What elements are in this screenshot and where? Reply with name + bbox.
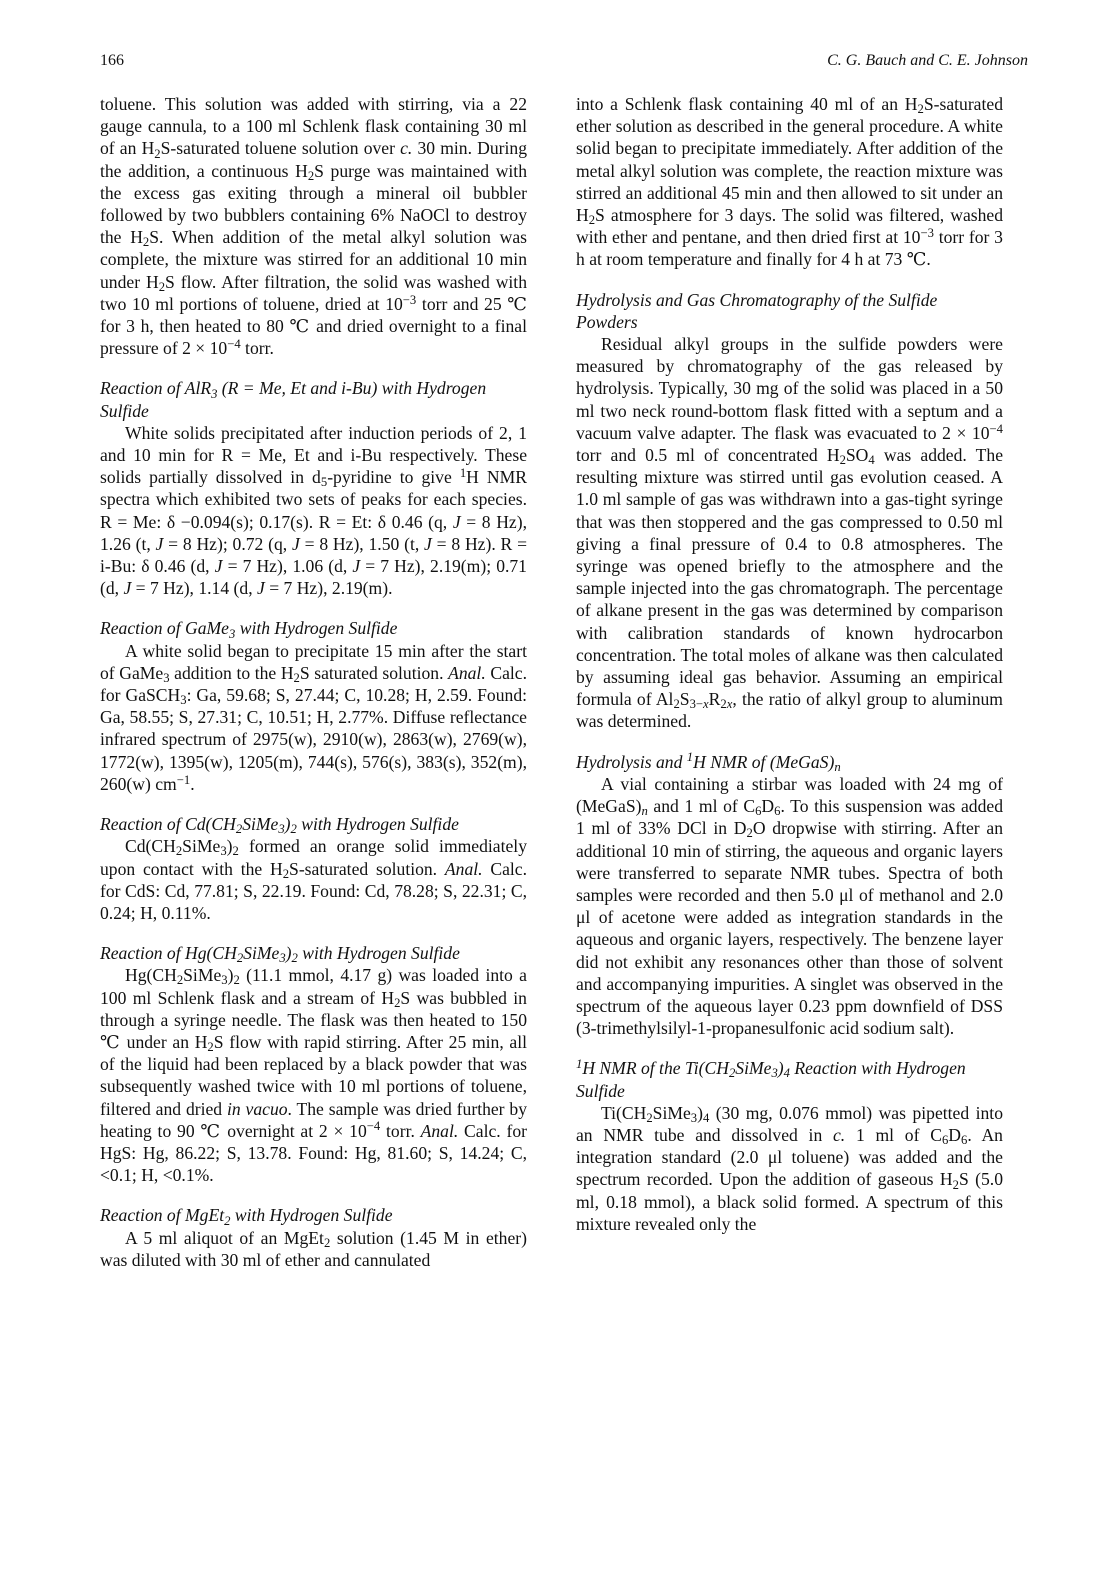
- section-heading: Hydrolysis and $^1$H NMR of $(MeGaS)_n$: [576, 750, 841, 774]
- section-heading: Reaction of AlR$_3$ (R = Me, Et and i-Bu) with Hydrogen Sulfide: [100, 378, 487, 421]
- running-head: C. G. Bauch and C. E. Johnson: [827, 52, 1028, 69]
- section-heading: Reaction of $Hg(CH_2SiMe_3)_2$ with Hydrogen Sulfide: [100, 943, 460, 966]
- page-number: 166: [100, 52, 124, 69]
- section-heading: $^1$H NMR of the $Ti(CH_2SiMe_3)_4$ Reaction with Hydrogen Sulfide: [576, 1057, 966, 1101]
- left-column: [100, 93, 527, 1271]
- paragraph: into a Schlenk flask containing 40 ml of an $H_2S$-saturated ether solution as described in the general procedure. A white solid began to precipitate immediately. After addition of the metal alkyl solution was complete, the reaction mixture was stirred an additional 45 min and then allowed to sit under an $H_2S$ atmosphere for 3 days. The solid was filtered, washed with ether and pentane, and then dried first at $10^{-3}$ torr for 3 h at room temperature and finally for 4 h at 73 ℃.: [576, 94, 1003, 270]
- paragraph: $Cd(CH_2SiMe_3)_2$ formed an orange solid immediately upon contact with the $H_2S$-saturated solution. Anal. Calc. for CdS: Cd, 77.81; S, 22.19. Found: Cd, 78.28; S, 22.31; C, 0.24; H, 0.11%.: [100, 836, 527, 923]
- paragraph: A white solid began to precipitate 15 min after the start of GaMe$_3$ addition to the $H_2S$ saturated solution. Anal. Calc. for GaSCH$_3$: Ga, 59.68; S, 27.44; C, 10.28; H, 2.59. Found: Ga, 58.55; S, 27.31; C, 10.51; H, 2.77%. Diffuse reflectance infrared spectrum of 2975(w), 2910(w), 2863(w), 2769(w), 1772(w), 1395(w), 1205(m), 744(s), 576(s), 383(s), 352(m), 260(w) $cm^{-1}$.: [100, 640, 528, 794]
- paragraph: $Ti(CH_2SiMe_3)_4$ (30 mg, 0.076 mmol) was pipetted into an NMR tube and dissolved in c. 1 ml of $C_6D_6$. An integration standard (2.0 μl toluene) was added and the spectrum recorded. Upon the addition of gaseous $H_2S$ (5.0 ml, 0.18 mmol), a black solid formed. A spectrum of this mixture revealed only the: [576, 1102, 1003, 1234]
- section-heading: Hydrolysis and Gas Chromatography of the Sulfide Powders: [576, 289, 938, 332]
- section-heading: Reaction of GaMe$_3$ with Hydrogen Sulfide: [100, 618, 398, 641]
- paragraph: toluene. This solution was added with stirring, via a 22 gauge cannula, to a 100 ml Schlenk flask containing 30 ml of an $H_2S$-saturated toluene solution over c. 30 min. During the addition, a continuous $H_2S$ purge was maintained with the excess gas exiting through a mineral oil bubbler followed by two bubblers containing 6% NaOCl to destroy the $H_2S$. When addition of the metal alkyl solution was complete, the mixture was stirred for an additional 10 min under $H_2S$ flow. After filtration, the solid was washed with two 10 ml portions of toluene, dried at $10^{-3}$ torr and 25 ℃ for 3 h, then heated to 80 ℃ and dried overnight to a final pressure of $2 \times 10^{-4}$ torr.: [100, 94, 527, 359]
- section-heading: Reaction of $Cd(CH_2SiMe_3)_2$ with Hydrogen Sulfide: [100, 814, 459, 837]
- right-column: [576, 93, 1003, 1235]
- paragraph: A vial containing a stirbar was loaded with 24 mg of $(MeGaS)_n$ and 1 ml of $C_6D_6$. To this suspension was added 1 ml of 33% DCl in $D_2O$ dropwise with stirring. After an additional 10 min of stirring, the aqueous and organic layers were transferred to separate NMR tubes. Spectra of both samples were recorded and then 5.0 μl of methanol and 2.0 μl of acetone were added as integration standards in the aqueous and organic layers, respectively. The benzene layer did not exhibit any resonances other than those of solvent and accompanying impurities. A singlet was observed in the spectrum of the aqueous layer 0.23 ppm downfield of DSS (3-trimethylsilyl-1-propanesulfonic acid sodium salt).: [576, 773, 1004, 1039]
- section-heading: Reaction of MgEt$_2$ with Hydrogen Sulfide: [100, 1205, 393, 1228]
- paragraph: Residual alkyl groups in the sulfide powders were measured by chromatography of the gas released by hydrolysis. Typically, 30 mg of the solid was placed in a 50 ml two neck round-bottom flask fitted with a septum and a vacuum valve adapter. The flask was evacuated to $2 \times 10^{-4}$ torr and 0.5 ml of concentrated $H_2SO_4$ was added. The resulting mixture was stirred until gas evolution ceased. A 1.0 ml sample of gas was withdrawn into a gas-tight syringe that was then stoppered and the gas compressed to 0.50 ml giving a final pressure of 0.4 to 0.8 atmospheres. The syringe was opened briefly to the atmosphere and the sample injected into the gas chromatograph. The percentage of alkane present in the gas was determined by comparison with calibration standards of known hydrocarbon concentration. The total moles of alkane was then calculated by assuming ideal gas behavior. Assuming an empirical formula of $Al_2S_{3-x}R_{2x}$, the ratio of alkyl group to aluminum was determined.: [576, 334, 1003, 732]
- paragraph: White solids precipitated after induction periods of 2, 1 and 10 min for R = Me, Et and i-Bu respectively. These solids partially dissolved in $d_5$-pyridine to give $^1$H NMR spectra which exhibited two sets of peaks for each species. R = Me: δ −0.094(s); 0.17(s). R = Et: δ 0.46 (q, J = 8 Hz), 1.26 (t, J = 8 Hz); 0.72 (q, J = 8 Hz), 1.50 (t, J = 8 Hz). R = i-Bu: δ 0.46 (d, J = 7 Hz), 1.06 (d, J = 7 Hz), 2.19(m); 0.71 (d, J = 7 Hz), 1.14 (d, J = 7 Hz), 2.19(m).: [100, 422, 528, 599]
- paragraph: A 5 ml aliquot of an MgEt$_2$ solution (1.45 M in ether) was diluted with 30 ml of ether and cannulated: [100, 1227, 527, 1270]
- paragraph: $Hg(CH_2SiMe_3)_2$ (11.1 mmol, 4.17 g) was loaded into a 100 ml Schlenk flask and a stream of $H_2S$ was bubbled in through a syringe needle. The flask was then heated to 150 ℃ under an $H_2S$ flow with rapid stirring. After 25 min, all of the liquid had been replaced by a black powder that was subsequently washed twice with 10 ml portions of toluene, filtered and dried in vacuo. The sample was dried further by heating to 90 ℃ overnight at $2 \times 10^{-4}$ torr. Anal. Calc. for HgS: Hg, 86.22; S, 13.78. Found: Hg, 81.60; S, 14.24; C, <0.1; H, <0.1%.: [100, 965, 528, 1186]
